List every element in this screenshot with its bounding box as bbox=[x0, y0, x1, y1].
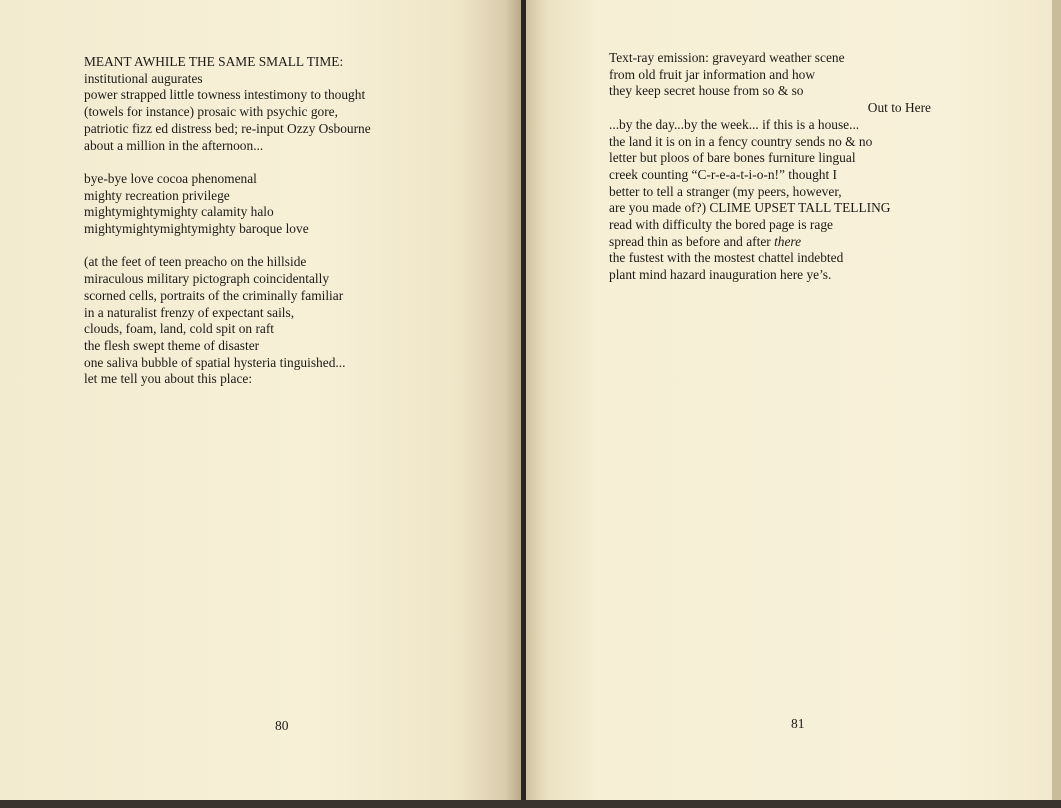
stanza-break bbox=[84, 154, 371, 171]
poem-line: the flesh swept theme of disaster bbox=[84, 337, 260, 353]
page-edge bbox=[1052, 0, 1061, 808]
left-page-poem bbox=[84, 54, 371, 388]
poem-line: mighty recreation privilege bbox=[84, 187, 230, 203]
poem-line: better to tell a stranger (my peers, however, bbox=[609, 183, 842, 199]
poem-line: the land it is on in a fency country sends no & no bbox=[609, 133, 873, 149]
poem-line: miraculous military pictograph coincidentally bbox=[84, 271, 330, 287]
poem-line-right-aligned: Out to Here bbox=[867, 100, 931, 116]
poem-line: let me tell you about this place: bbox=[84, 371, 253, 387]
poem-line: in a naturalist frenzy of expectant sails, bbox=[84, 304, 295, 320]
poem-line: they keep secret house from so & so bbox=[609, 83, 804, 99]
poem-line: about a million in the afternoon... bbox=[84, 137, 264, 153]
poem-line: clouds, foam, land, cold spit on raft bbox=[84, 321, 275, 337]
poem-line: patriotic fizz ed distress bed; re-input Ozzy Osbourne bbox=[84, 120, 371, 136]
poem-line: plant mind hazard inauguration here ye’s. bbox=[609, 267, 832, 283]
left-page bbox=[0, 0, 521, 800]
poem-line: scorned cells, portraits of the criminally familiar bbox=[84, 287, 344, 303]
poem-line: power strapped little towness intestimony to thought bbox=[84, 87, 366, 103]
poem-line: read with difficulty the bored page is rage bbox=[609, 217, 833, 233]
poem-line-with-italic bbox=[609, 234, 931, 251]
poem-line: bye-bye love cocoa phenomenal bbox=[84, 170, 257, 186]
poem-line: Text-ray emission: graveyard weather scene bbox=[609, 50, 845, 65]
stanza-3 bbox=[84, 254, 371, 388]
poem-line: the fustest with the mostest chattel indebted bbox=[609, 250, 844, 266]
poem-line: are you made of?) CLIME UPSET TALL TELLING bbox=[609, 200, 891, 216]
poem-line: from old fruit jar information and how bbox=[609, 66, 816, 82]
italic-word: there bbox=[774, 233, 802, 249]
right-page-poem bbox=[609, 50, 931, 284]
poem-line-text: spread thin as before and after bbox=[609, 233, 775, 249]
poem-line: letter but ploos of bare bones furniture lingual bbox=[609, 150, 856, 166]
stanza-2 bbox=[84, 171, 371, 238]
poem-line: ...by the day...by the week... if this is a house... bbox=[609, 116, 860, 132]
poem-line: mightymightymighty calamity halo bbox=[84, 204, 274, 220]
page-number-left: 80 bbox=[275, 718, 289, 733]
poem-line: institutional augurates bbox=[84, 70, 203, 86]
right-page bbox=[526, 0, 1052, 800]
poem-line: mightymightymightymighty baroque love bbox=[84, 221, 309, 237]
poem-line: (towels for instance) prosaic with psychic gore, bbox=[84, 104, 338, 120]
page-number-right: 81 bbox=[791, 716, 805, 731]
show-through-text bbox=[467, 50, 470, 67]
stanza-1 bbox=[84, 54, 371, 154]
stanza-break bbox=[84, 238, 371, 255]
poem-line: MEANT AWHILE THE SAME SMALL TIME: bbox=[84, 54, 344, 69]
background-strip bbox=[0, 800, 1061, 808]
poem-line: one saliva bubble of spatial hysteria tinguished... bbox=[84, 354, 346, 370]
poem-line: (at the feet of teen preacho on the hillside bbox=[84, 254, 307, 270]
poem-line: creek counting “C-r-e-a-t-i-o-n!” thought I bbox=[609, 166, 838, 182]
